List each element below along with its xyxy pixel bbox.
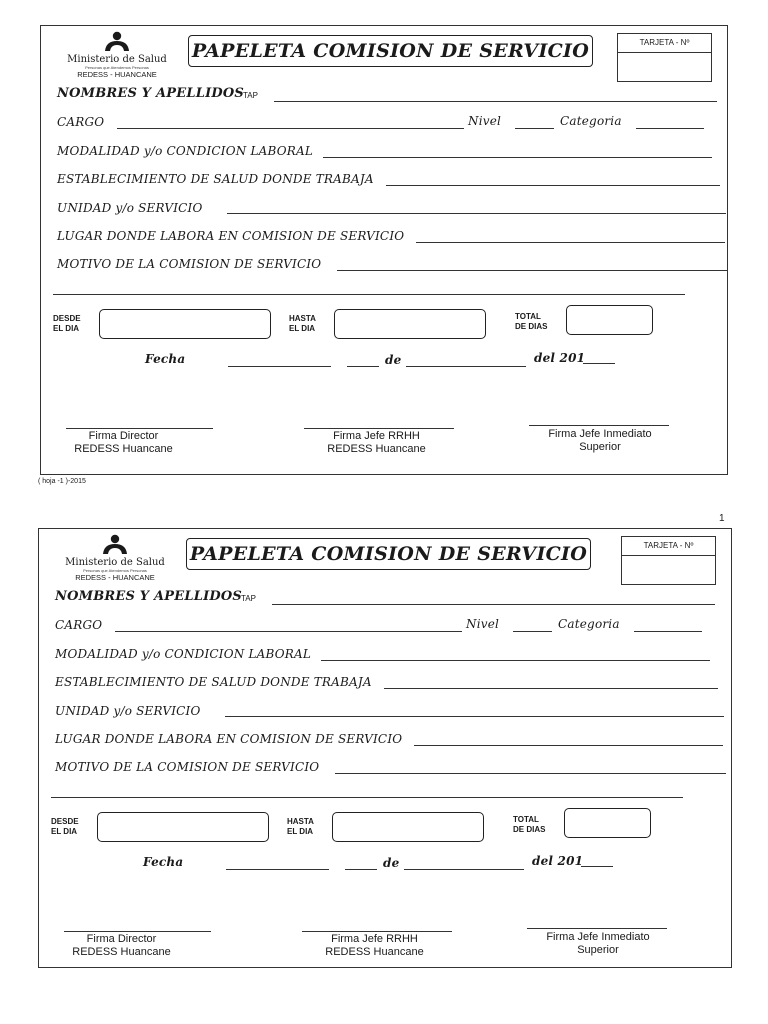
categoria-field[interactable]	[636, 128, 704, 129]
motivo-field-continued[interactable]	[51, 797, 683, 798]
motivo-field-continued[interactable]	[53, 294, 685, 295]
start-date-label: DESDE EL DIA	[51, 817, 79, 836]
inmediato-signature-line[interactable]	[527, 928, 667, 929]
card-number-box	[617, 33, 712, 82]
motivo-field[interactable]	[335, 773, 726, 774]
nivel-label: Nivel	[466, 617, 500, 631]
rrhh-signature-caption: Firma Jefe RRHH REDESS Huancane	[325, 933, 424, 958]
commission-slip-1	[40, 25, 728, 475]
page-number: 1	[719, 513, 725, 524]
commission-slip-2	[38, 528, 732, 968]
lugar-label: LUGAR DONDE LABORA EN COMISION DE SERVICIO	[55, 732, 403, 746]
names-label: NOMBRES Y APELLIDOS	[55, 589, 242, 604]
card-number-label: TARJETA - Nº	[622, 537, 715, 556]
modalidad-field[interactable]	[321, 660, 710, 661]
inmediato-signature-caption: Firma Jefe Inmediato Superior	[548, 428, 652, 453]
de-label: de	[385, 353, 402, 367]
inmediato-signature-line[interactable]	[529, 425, 669, 426]
cargo-field[interactable]	[117, 128, 464, 129]
cargo-field[interactable]	[115, 631, 462, 632]
motivo-label: MOTIVO DE LA COMISION DE SERVICIO	[57, 257, 322, 271]
fecha-month-prefix-field[interactable]	[347, 366, 379, 367]
start-date-label: DESDE EL DIA	[53, 314, 81, 333]
names-label: NOMBRES Y APELLIDOS	[57, 86, 244, 101]
fecha-label: Fecha	[145, 352, 186, 366]
year-label: del 201	[534, 351, 586, 365]
form-title: PAPELETA COMISION DE SERVICIO	[191, 40, 590, 62]
ministry-name: Ministerio de Salud	[67, 54, 167, 65]
total-days-label: TOTAL DE DIAS	[515, 312, 548, 331]
lugar-field[interactable]	[416, 242, 725, 243]
director-signature-line[interactable]	[64, 931, 211, 932]
end-date-label: HASTA EL DIA	[289, 314, 316, 333]
ministry-motto: Personas que Atendemos Personas	[83, 568, 147, 573]
nivel-field[interactable]	[513, 631, 552, 632]
ministry-logo	[65, 534, 165, 586]
modalidad-label: MODALIDAD y/o CONDICION LABORAL	[57, 144, 314, 158]
fecha-month-prefix-field[interactable]	[345, 869, 377, 870]
total-days-label: TOTAL DE DIAS	[513, 815, 546, 834]
rrhh-signature-line[interactable]	[302, 931, 452, 932]
fecha-year-field[interactable]	[583, 363, 615, 364]
network-name: REDESS - HUANCANE	[77, 70, 157, 79]
end-date-label: HASTA EL DIA	[287, 817, 314, 836]
fecha-month-field[interactable]	[404, 869, 524, 870]
form-title: PAPELETA COMISION DE SERVICIO	[189, 543, 588, 565]
tap-label: TAP	[241, 594, 256, 603]
start-date-input[interactable]	[99, 309, 271, 339]
ministry-logo-icon	[100, 534, 130, 556]
motivo-label: MOTIVO DE LA COMISION DE SERVICIO	[55, 760, 320, 774]
rrhh-signature-caption: Firma Jefe RRHH REDESS Huancane	[327, 430, 426, 455]
unidad-label: UNIDAD y/o SERVICIO	[55, 704, 201, 718]
sheet-note: ( hoja -1 )-2015	[38, 478, 86, 485]
total-days-input[interactable]	[564, 808, 651, 838]
categoria-field[interactable]	[634, 631, 702, 632]
cargo-label: CARGO	[55, 618, 103, 632]
cargo-label: CARGO	[57, 115, 105, 129]
end-date-input[interactable]	[332, 812, 484, 842]
inmediato-signature-caption: Firma Jefe Inmediato Superior	[546, 931, 650, 956]
fecha-label: Fecha	[143, 855, 184, 869]
fecha-year-field[interactable]	[581, 866, 613, 867]
ministry-logo	[67, 31, 167, 83]
categoria-label: Categoria	[560, 114, 622, 128]
nivel-label: Nivel	[468, 114, 502, 128]
categoria-label: Categoria	[558, 617, 620, 631]
start-date-input[interactable]	[97, 812, 269, 842]
year-label: del 201	[532, 854, 584, 868]
names-field[interactable]	[274, 101, 717, 102]
tap-label: TAP	[243, 91, 258, 100]
establecimiento-label: ESTABLECIMIENTO DE SALUD DONDE TRABAJA	[57, 172, 374, 186]
lugar-label: LUGAR DONDE LABORA EN COMISION DE SERVICIO	[57, 229, 405, 243]
names-field[interactable]	[272, 604, 715, 605]
director-signature-caption: Firma Director REDESS Huancane	[74, 430, 173, 455]
end-date-input[interactable]	[334, 309, 486, 339]
network-name: REDESS - HUANCANE	[75, 573, 155, 582]
nivel-field[interactable]	[515, 128, 554, 129]
de-label: de	[383, 856, 400, 870]
establecimiento-field[interactable]	[384, 688, 718, 689]
director-signature-line[interactable]	[66, 428, 213, 429]
establecimiento-label: ESTABLECIMIENTO DE SALUD DONDE TRABAJA	[55, 675, 372, 689]
unidad-label: UNIDAD y/o SERVICIO	[57, 201, 203, 215]
modalidad-label: MODALIDAD y/o CONDICION LABORAL	[55, 647, 312, 661]
director-signature-caption: Firma Director REDESS Huancane	[72, 933, 171, 958]
total-days-input[interactable]	[566, 305, 653, 335]
modalidad-field[interactable]	[323, 157, 712, 158]
ministry-motto: Personas que Atendemos Personas	[85, 65, 149, 70]
rrhh-signature-line[interactable]	[304, 428, 454, 429]
establecimiento-field[interactable]	[386, 185, 720, 186]
ministry-logo-icon	[102, 31, 132, 53]
lugar-field[interactable]	[414, 745, 723, 746]
form-title-box	[188, 35, 593, 67]
fecha-day-field[interactable]	[228, 366, 331, 367]
fecha-month-field[interactable]	[406, 366, 526, 367]
unidad-field[interactable]	[225, 716, 724, 717]
form-title-box	[186, 538, 591, 570]
unidad-field[interactable]	[227, 213, 726, 214]
motivo-field[interactable]	[337, 270, 728, 271]
card-number-box	[621, 536, 716, 585]
card-number-label: TARJETA - Nº	[618, 34, 711, 53]
fecha-day-field[interactable]	[226, 869, 329, 870]
ministry-name: Ministerio de Salud	[65, 557, 165, 568]
